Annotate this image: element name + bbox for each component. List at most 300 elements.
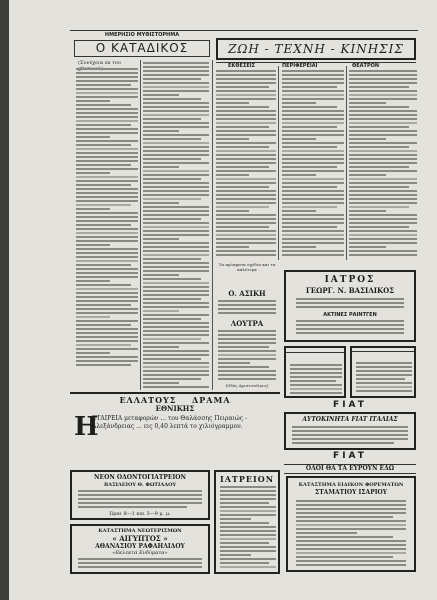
- text-line: [349, 242, 417, 244]
- text-line: [296, 560, 406, 562]
- text-line: [216, 214, 276, 216]
- text-line: [76, 252, 138, 254]
- text-line: [143, 378, 201, 380]
- text-line: [349, 246, 386, 248]
- text-line: [282, 222, 344, 224]
- text-line: [143, 178, 201, 180]
- text-line: [76, 268, 138, 270]
- text-line: [218, 354, 276, 356]
- text-line: [76, 264, 131, 266]
- text-line: [296, 528, 406, 530]
- text-line: [349, 90, 417, 92]
- text-line: [76, 212, 138, 214]
- text-line: [349, 218, 417, 220]
- text-line: [282, 110, 344, 112]
- text-line: [349, 110, 417, 112]
- iatros-sub: ΑΚΤΙΝΕΣ ΡΑΙΝΤΓΕΝ: [323, 312, 377, 318]
- text-line: [296, 520, 406, 522]
- text-line: [143, 322, 209, 324]
- text-line: [143, 314, 209, 316]
- text-line: [143, 150, 209, 152]
- text-line: [282, 242, 344, 244]
- dentist-ad: [70, 470, 210, 520]
- text-line: [216, 70, 276, 72]
- text-line: [292, 430, 408, 432]
- iatros-name: ΓΕΩΡΓ. Ν. ΒΑΣΙΛΙΚΟΣ: [305, 286, 395, 295]
- text-line: [296, 298, 404, 300]
- text-line: [143, 270, 209, 272]
- text-line: [292, 434, 408, 436]
- text-line: [296, 328, 404, 330]
- text-line: [143, 298, 201, 300]
- asiki-title: Ο. ΑΣΙΚΗ: [228, 289, 266, 298]
- text-line: [76, 328, 138, 330]
- text-line: [349, 86, 409, 88]
- text-line: [349, 82, 417, 84]
- text-line: [216, 202, 276, 204]
- text-line: [143, 218, 201, 220]
- text-line: [282, 250, 344, 252]
- text-line: [220, 530, 276, 532]
- text-line: [296, 508, 406, 510]
- text-line: [76, 68, 138, 70]
- text-line: [216, 198, 276, 200]
- iatros-ad: [284, 270, 416, 342]
- text-line: [76, 128, 138, 130]
- elefthero-head-3: ΔΡΑΜΑ: [192, 395, 231, 405]
- text-line: [76, 296, 138, 298]
- text-line: [349, 234, 417, 236]
- aigyptos-text: [78, 558, 202, 570]
- aigyptos-owner: ΑΘΑΝΑΣΙΟΥ ΡΑΦΑΗΛΙΔΟΥ: [95, 543, 185, 550]
- dress-shop-title: ΚΑΤΑΣΤΗΜΑ ΕΙΔΙΚΟΝ ΦΟΡΕΜΑΤΩΝ: [298, 482, 404, 488]
- text-line: [282, 150, 344, 152]
- text-line: [76, 140, 138, 142]
- text-line: [216, 126, 269, 128]
- asiki-text: [218, 300, 276, 316]
- text-line: [218, 366, 269, 368]
- text-line: [76, 308, 138, 310]
- text-line: [282, 178, 344, 180]
- text-line: [143, 66, 209, 68]
- text-line: [282, 238, 344, 240]
- text-line: [216, 170, 276, 172]
- text-line: [143, 258, 201, 260]
- text-line: [282, 158, 344, 160]
- text-line: [143, 286, 209, 288]
- text-line: [76, 136, 110, 138]
- text-line: [143, 266, 209, 268]
- text-line: [282, 210, 316, 212]
- text-line: [349, 114, 417, 116]
- text-line: [349, 162, 417, 164]
- text-line: [290, 368, 342, 370]
- text-line: [216, 122, 276, 124]
- text-line: [282, 230, 344, 232]
- text-line: [76, 144, 131, 146]
- text-line: [282, 234, 344, 236]
- text-line: [76, 76, 138, 78]
- elefthero-sub: ΕΘΝΙΚΗΣ: [155, 404, 195, 413]
- text-line: [76, 256, 138, 258]
- text-line: [143, 310, 179, 312]
- text-line: [220, 526, 276, 528]
- text-line: [282, 198, 344, 200]
- col-rule-1: [140, 60, 141, 390]
- text-line: [76, 108, 138, 110]
- text-line: [76, 316, 110, 318]
- top-rule: [70, 30, 418, 31]
- text-line: [76, 116, 138, 118]
- text-line: [143, 186, 209, 188]
- elefthero-rule: [70, 392, 280, 394]
- text-line: [143, 226, 209, 228]
- text-line: [216, 178, 276, 180]
- text-line: [216, 218, 276, 220]
- col-rule-2: [212, 60, 213, 390]
- text-line: [78, 498, 202, 500]
- iatros-title: ΙΑΤΡΟΣ: [324, 275, 376, 285]
- text-line: [216, 194, 276, 196]
- text-line: [349, 178, 417, 180]
- text-line: [216, 90, 276, 92]
- text-line: [349, 186, 409, 188]
- text-line: [282, 162, 344, 164]
- text-line: [143, 70, 209, 72]
- text-line: [143, 358, 201, 360]
- text-line: [220, 550, 276, 552]
- text-line: [76, 104, 131, 106]
- text-line: [76, 344, 131, 346]
- text-line: [282, 102, 316, 104]
- text-line: [143, 346, 179, 348]
- text-line: [216, 142, 276, 144]
- bostantzoglou-text: [356, 362, 412, 396]
- text-line: [143, 166, 179, 168]
- text-line: [282, 74, 344, 76]
- delikis-name: [286, 352, 344, 353]
- text-line: [282, 246, 316, 248]
- text-line: [282, 218, 344, 220]
- text-line: [76, 96, 138, 98]
- text-line: [282, 206, 337, 208]
- text-line: [216, 206, 269, 208]
- text-line: [76, 124, 131, 126]
- text-line: [76, 80, 138, 82]
- text-line: [216, 154, 276, 156]
- text-line: [143, 230, 209, 232]
- text-line: [143, 246, 209, 248]
- aigyptos-title: ΚΑΤΑΣΤΗΜΑ ΝΕΩΤΕΡΙΣΜΩΝ: [98, 528, 182, 534]
- text-line: [76, 300, 138, 302]
- text-line: [76, 320, 138, 322]
- text-line: [143, 206, 209, 208]
- text-line: [76, 208, 110, 210]
- text-line: [76, 232, 138, 234]
- text-line: [282, 126, 337, 128]
- text-line: [76, 168, 138, 170]
- text-line: [143, 106, 209, 108]
- text-line: [143, 142, 209, 144]
- text-line: [282, 106, 337, 108]
- text-line: [143, 162, 209, 164]
- text-line: [282, 86, 337, 88]
- text-line: [216, 162, 276, 164]
- text-line: [143, 122, 209, 124]
- text-line: [143, 262, 209, 264]
- text-line: [76, 312, 138, 314]
- text-line: [349, 142, 417, 144]
- text-line: [216, 106, 269, 108]
- text-line: [218, 374, 276, 376]
- text-line: [78, 562, 202, 564]
- text-line: [349, 146, 409, 148]
- text-line: [216, 74, 276, 76]
- text-line: [282, 226, 337, 228]
- text-line: [216, 114, 276, 116]
- text-line: [216, 182, 276, 184]
- text-line: [349, 106, 409, 108]
- text-line: [76, 220, 138, 222]
- text-line: [349, 254, 417, 256]
- text-line: [282, 98, 344, 100]
- dentist-text: [78, 490, 202, 510]
- section-title: ΖΩΗ - ΤΕΧΝΗ - ΚΙΝΗΣΙΣ: [228, 42, 404, 56]
- iatros-text-2: [296, 320, 404, 338]
- text-line: [282, 114, 344, 116]
- text-line: [76, 132, 138, 134]
- text-line: [76, 84, 131, 86]
- text-line: [282, 70, 344, 72]
- text-line: [282, 82, 344, 84]
- section-title-box: [216, 38, 416, 60]
- text-line: [76, 280, 110, 282]
- text-line: [216, 158, 276, 160]
- text-line: [282, 122, 344, 124]
- text-line: [216, 94, 276, 96]
- text-line: [282, 254, 344, 256]
- text-line: [143, 342, 209, 344]
- text-line: [143, 214, 209, 216]
- text-line: [143, 118, 201, 120]
- dress-shop-owner: ΣΤΑΜΑΤΙΟΥ ΙΣΑΡΙΟΥ: [314, 489, 388, 496]
- text-line: [349, 130, 417, 132]
- text-line: [143, 98, 201, 100]
- text-line: [216, 246, 249, 248]
- text-line: [143, 130, 179, 132]
- text-line: [282, 202, 344, 204]
- text-line: [143, 302, 209, 304]
- text-line: [282, 182, 344, 184]
- text-line: [349, 138, 386, 140]
- text-line: [216, 146, 269, 148]
- text-line: [76, 72, 138, 74]
- column-kicker: ΗΜΕΡΗΣΙΟ ΜΥΘΙΣΤΟΡΗΜΑ: [104, 32, 180, 38]
- text-line: [143, 146, 209, 148]
- text-line: [218, 304, 276, 306]
- text-line: [76, 188, 138, 190]
- text-line: [290, 380, 336, 382]
- text-line: [143, 222, 209, 224]
- text-line: [143, 334, 209, 336]
- text-line: [216, 150, 276, 152]
- text-line: [78, 566, 202, 568]
- col-rule-3: [278, 66, 279, 260]
- text-line: [349, 226, 409, 228]
- text-line: [143, 138, 201, 140]
- bottom-banner: ΟΛΟΙ ΘΑ ΤΑ ΕΥΡΟΥΝ ΕΔΩ: [284, 464, 416, 474]
- text-line: [143, 126, 209, 128]
- text-line: [143, 386, 209, 388]
- text-line: [143, 382, 179, 384]
- text-line: [296, 556, 393, 558]
- text-line: [290, 392, 342, 394]
- text-line: [76, 200, 138, 202]
- text-line: [76, 192, 138, 194]
- text-line: [220, 522, 269, 524]
- text-line: [76, 304, 131, 306]
- text-line: [143, 102, 209, 104]
- text-line: [220, 566, 276, 568]
- subhead-3: ΘΕΑΤΡΟΝ: [352, 63, 380, 69]
- text-line: [143, 62, 209, 64]
- text-line: [282, 166, 337, 168]
- text-line: [349, 182, 417, 184]
- text-line: [76, 356, 138, 358]
- fiat-bottom-logo: FIAT: [333, 451, 367, 461]
- text-line: [216, 226, 269, 228]
- text-line: [282, 146, 337, 148]
- text-line: [76, 276, 138, 278]
- text-line: [143, 182, 209, 184]
- text-line: [143, 190, 209, 192]
- text-line: [76, 332, 138, 334]
- iatreion-text: [220, 486, 276, 570]
- text-line: [76, 360, 138, 362]
- text-line: [76, 164, 131, 166]
- text-line: [143, 294, 209, 296]
- column-title: Ο ΚΑΤΑΔΙΚΟΣ: [95, 41, 189, 55]
- text-line: [76, 228, 138, 230]
- text-line: [216, 86, 269, 88]
- text-line: [220, 514, 276, 516]
- text-line: [282, 138, 316, 140]
- text-line: [143, 282, 209, 284]
- text-line: [143, 82, 209, 84]
- text-line: [220, 510, 276, 512]
- text-line: [349, 194, 417, 196]
- text-line: [76, 272, 138, 274]
- text-line: [349, 230, 417, 232]
- text-line: [349, 102, 386, 104]
- aigyptos-ad: [70, 524, 210, 574]
- column-4-text: [282, 70, 344, 260]
- text-line: [78, 490, 202, 492]
- text-line: [220, 546, 276, 548]
- text-line: [216, 110, 276, 112]
- scan-gutter: [0, 0, 9, 600]
- text-line: [76, 240, 138, 242]
- text-line: [76, 336, 138, 338]
- column-3-text: [216, 70, 276, 260]
- text-line: [349, 202, 417, 204]
- text-line: [218, 346, 269, 348]
- text-line: [349, 206, 409, 208]
- text-line: [143, 238, 179, 240]
- col-left-intro: (Συνέχεια εκ του: [78, 60, 121, 66]
- text-line: [216, 230, 276, 232]
- fiat-text: [292, 426, 408, 448]
- text-line: [296, 302, 404, 304]
- text-line: [216, 78, 276, 80]
- aigyptos-tagline: «Εκλεκτά Ενδύματα»: [112, 550, 168, 556]
- text-line: [216, 250, 276, 252]
- text-line: [220, 498, 276, 500]
- text-line: [349, 166, 409, 168]
- text-line: [143, 110, 209, 112]
- text-line: [218, 338, 276, 340]
- text-line: [296, 552, 406, 554]
- elefthero-body: ΕΤΑΙΡΕΙΑ μεταφορών ... του Θαλάσσης Πειραιώς - Αλεξάνδρειας ... εις 0,40 λεπτά το χιλιόγραμμον.: [92, 415, 248, 430]
- text-line: [349, 126, 409, 128]
- text-line: [143, 198, 201, 200]
- text-line: [76, 148, 138, 150]
- text-line: [76, 100, 110, 102]
- text-line: [218, 350, 276, 352]
- text-line: [349, 174, 386, 176]
- text-line: [143, 338, 201, 340]
- text-line: [356, 362, 412, 364]
- delikis-ad: [284, 346, 346, 398]
- delikis-text: [290, 364, 342, 396]
- text-line: [296, 500, 406, 502]
- subhead-1: ΕΚΘΕΣΕΙΣ: [228, 63, 256, 69]
- text-line: [76, 88, 138, 90]
- text-line: [290, 388, 342, 390]
- text-line: [292, 438, 408, 440]
- text-line: [349, 118, 417, 120]
- text-line: [216, 174, 249, 176]
- text-line: [296, 324, 404, 326]
- text-line: [282, 118, 344, 120]
- text-line: [356, 382, 412, 384]
- column-2-text: [143, 62, 209, 392]
- text-line: [292, 426, 408, 428]
- text-line: [143, 354, 209, 356]
- text-line: [76, 216, 138, 218]
- loutra-text: [218, 330, 276, 382]
- text-line: [349, 210, 386, 212]
- text-line: [76, 204, 131, 206]
- text-line: [296, 532, 357, 534]
- text-line: [349, 170, 417, 172]
- text-line: [290, 384, 342, 386]
- theatre-note-text: Τα πρόσφατα σχέδια και τα καλύτερα: [218, 262, 276, 272]
- loutra-title: ΛΟΥΤΡΑ: [230, 319, 264, 328]
- text-line: [282, 130, 344, 132]
- text-line: [356, 374, 412, 376]
- text-line: [296, 544, 406, 546]
- text-line: [220, 494, 276, 496]
- text-line: [76, 292, 138, 294]
- text-line: [349, 154, 417, 156]
- text-line: [349, 222, 417, 224]
- text-line: [78, 506, 187, 508]
- text-line: [216, 238, 276, 240]
- text-line: [282, 142, 344, 144]
- text-line: [282, 134, 344, 136]
- text-line: [220, 518, 251, 520]
